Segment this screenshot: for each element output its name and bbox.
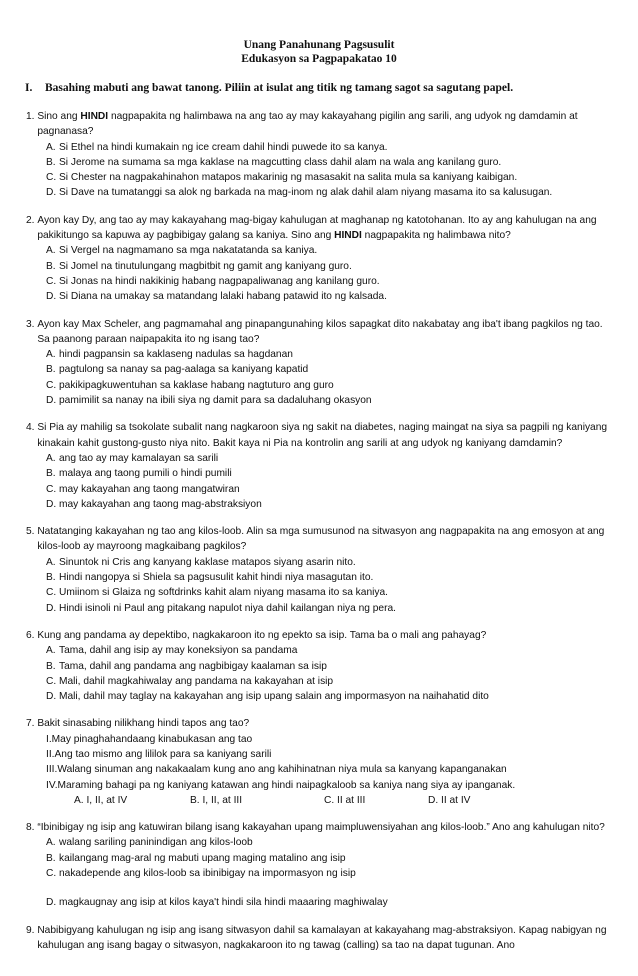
option-letter: A. [46, 556, 56, 568]
instruction-text: Basahing mabuti ang bawat tanong. Piliin at isulat ang titik ng tamang sagot sa sagutang papel. [45, 82, 514, 94]
answer-option [26, 274, 614, 289]
option-letter: D. [46, 897, 57, 909]
option-text: pakikipagkuwentuhan sa kaklase habang nagtuturo ang guro [59, 379, 334, 391]
option-letter: C. [46, 172, 57, 184]
option-text: pamimilit sa nanay na ibili siya ng damit para sa dadaluhang okasyon [59, 395, 372, 407]
answer-option [26, 451, 614, 466]
option-text: Hindi isinoli ni Paul ang pitakang napulot niya dahil kailangan niya ng pera. [59, 602, 396, 614]
option-letter: D. [46, 498, 57, 510]
statement-item [26, 747, 614, 762]
option-text: Si Diana na umakay sa matandang lalaki habang patawid ito ng kalsada. [59, 291, 387, 303]
option-text: Si Jomel na tinutulungang magbitbit ng gamit ang kaniyang guro. [59, 260, 352, 272]
question-stem [26, 420, 614, 451]
option-letter: A. [46, 245, 56, 257]
question-item [26, 213, 614, 305]
option-text: may kakayahan ang taong mag-abstraksiyon [59, 498, 262, 510]
option-text: Si Vergel na nagmamano sa mga nakatatanda sa kaniya. [59, 245, 318, 257]
question-number: 6. [26, 629, 38, 641]
answer-option [26, 689, 614, 704]
answer-option [26, 895, 614, 910]
question-text: Bakit sinasabing nilikhang hindi tapos ang tao? [37, 718, 250, 730]
choice-option: A. I, II, at IV [74, 794, 128, 806]
question-stem [26, 628, 614, 643]
statement-number: III. [46, 764, 58, 776]
answer-option [26, 643, 614, 658]
answer-option [26, 347, 614, 362]
question-item [26, 109, 614, 201]
option-letter: D. [46, 691, 57, 703]
answer-option [26, 601, 614, 616]
option-text: Si Dave na tumatanggi sa alok ng barkada na mag-inom ng alak dahil alam niyang masama ito sa kalusugan. [59, 187, 553, 199]
option-text: kailangang mag-aral ng mabuti upang maging matalino ang isip [59, 852, 346, 864]
option-text: may kakayahan ang taong mangatwiran [59, 483, 240, 495]
option-letter: D. [46, 187, 57, 199]
option-letter: B. [46, 156, 56, 168]
option-letter: B. [46, 660, 56, 672]
option-text: Sinuntok ni Cris ang kanyang kaklase matapos siyang asarin nito. [59, 556, 356, 568]
question-number: 7. [26, 718, 38, 730]
question-stem [26, 109, 614, 140]
question-number: 2. [26, 214, 38, 226]
question-text: Sino ang HINDI nagpapakita ng halimbawa na ang tao ay may kakayahang pigilin ang sarili, ang udyok ng damdamin at pagnanasa? [37, 111, 578, 138]
question-number: 5. [26, 526, 38, 538]
answer-option [26, 170, 614, 185]
question-number: 9. [26, 924, 38, 936]
option-letter: A. [46, 141, 56, 153]
option-letter: D. [46, 291, 57, 303]
answer-option [26, 497, 614, 512]
question-text: Kung ang pandama ay depektibo, nagkakaroon ito ng epekto sa isip. Tama ba o mali ang pahayag? [37, 629, 487, 641]
answer-option [26, 259, 614, 274]
question-text: Ayon kay Max Scheler, ang pagmamahal ang pinapangunahing kilos sapagkat dito nakabatay ang iba't ibang pagkilos ng tao. Sa paanong paraan naipapakita ito ng isang tao? [37, 318, 603, 345]
question-text: “Ibinibigay ng isip ang katuwiran bilang isang kakayahan upang maimpluwensiyahan ang kilos-loob.” Ano ang kahulugan nito? [37, 822, 605, 834]
option-text: Mali, dahil magkahiwalay ang pandama na kakayahan at isip [59, 675, 334, 687]
question-number: 8. [26, 822, 38, 834]
statement-item [26, 778, 614, 793]
option-letter: B. [46, 468, 56, 480]
option-letter: D. [46, 602, 57, 614]
answer-option [26, 378, 614, 393]
answer-option [26, 466, 614, 481]
option-text: pagtulong sa nanay sa pag-aalaga sa kaniyang kapatid [59, 364, 309, 376]
choice-option: B. I, II, at III [190, 794, 243, 806]
question-number: 1. [26, 111, 38, 122]
exam-subject: Edukasyon sa Pagpapakatao 10 [241, 53, 397, 65]
option-text: Umiinom si Glaiza ng softdrinks kahit alam niyang masama ito sa kaniya. [59, 587, 388, 599]
option-text: hindi pagpansin sa kaklaseng nadulas sa hagdanan [59, 349, 293, 361]
option-letter: B. [46, 260, 56, 272]
choice-row [26, 793, 614, 808]
question-stem [26, 317, 614, 348]
question-item [26, 317, 614, 409]
option-text: ang tao ay may kamalayan sa sarili [59, 452, 219, 464]
option-text: nakadepende ang kilos-loob sa ibinibigay na impormasyon ng isip [59, 868, 356, 880]
answer-option [26, 851, 614, 866]
option-letter: A. [46, 837, 56, 849]
answer-option [26, 835, 614, 850]
option-letter: A. [46, 452, 56, 464]
answer-option [26, 243, 614, 258]
option-text: Tama, dahil ang pandama ang nagbibigay kaalaman sa isip [59, 660, 327, 672]
question-emphasis: HINDI [334, 230, 362, 242]
option-letter: C. [46, 675, 57, 687]
question-item [26, 420, 614, 512]
question-stem [26, 820, 614, 835]
question-emphasis: HINDI [80, 111, 109, 122]
answer-option [26, 155, 614, 170]
option-letter: A. [46, 645, 56, 657]
statement-number: I. [46, 733, 52, 745]
question-stem [26, 213, 614, 244]
question-item [26, 923, 614, 954]
question-text: Si Pia ay mahilig sa tsokolate subalit nang nagkaroon siya ng sakit na diabetes, naging maingat na siya sa pagpili ng kaniyang kinakain kahit gustong-gusto niya nito. Bakit kaya ni Pia na kontrolin ang sarili at ang udyok ng kaniyang damdamin? [37, 422, 608, 449]
question-text: Ayon kay Dy, ang tao ay may kakayahang mag-bigay kahulugan at maghanap ng katotohanan. Ito ay ang kahulugan na ang pakikitungo sa kapuwa ay pagbibigay galang sa kaniya. Sino ang HINDI nagpapakita ng halimbawa nito? [37, 214, 597, 242]
statement-number: II. [46, 748, 55, 760]
option-letter: C. [46, 275, 57, 287]
option-letter: C. [46, 587, 57, 599]
option-text: Si Jonas na hindi nakikinig habang nagpapaliwanag ang kanilang guro. [59, 275, 380, 287]
option-letter: C. [46, 483, 57, 495]
question-stem [26, 923, 614, 954]
statement-item [26, 762, 614, 777]
answer-option [26, 140, 614, 155]
question-number: 3. [26, 318, 38, 330]
option-text: walang sariling paninindigan ang kilos-loob [59, 837, 253, 849]
option-text: Si Chester na nagpakahinahon matapos makarinig ng masasakit na salita mula sa kaniyang kaibigan. [59, 172, 518, 184]
statement-text: Walang sinuman ang nakakaalam kung ano ang kahihinatnan niya mula sa kanyang kapanganakan [57, 764, 507, 776]
answer-option [26, 393, 614, 408]
exam-title: Unang Panahunang Pagsusulit [243, 39, 395, 51]
instruction-number: I. [25, 82, 33, 94]
answer-option [26, 674, 614, 689]
question-item [26, 524, 614, 616]
question-stem [26, 524, 614, 555]
answer-option [26, 482, 614, 497]
question-text: Nabibigyang kahulugan ng isip ang isang sitwasyon dahil sa kamalayan at kakayahang mag-abstraksiyon. Kapag nabigyan ng kahulugan ang isang bagay o sitwasyon, nagkakaroon ito ng tawag (calling) sa tao na dapat tugunan. Ano [37, 924, 607, 951]
blank-line [26, 881, 614, 895]
answer-option [26, 362, 614, 377]
answer-option [26, 585, 614, 600]
option-letter: C. [46, 379, 57, 391]
option-text: Mali, dahil may taglay na kakayahan ang isip upang salain ang impormasyon na naihahatid dito [59, 691, 489, 703]
question-list [26, 109, 614, 953]
answer-option [26, 555, 614, 570]
option-letter: B. [46, 572, 56, 584]
statement-number: IV. [46, 779, 58, 791]
option-text: Tama, dahil ang isip ay may koneksiyon sa pandama [59, 645, 298, 657]
choice-option: D. II at IV [428, 794, 471, 806]
answer-option [26, 866, 614, 881]
option-text: Si Jerome na sumama sa mga kaklase na magcutting class dahil alam na wala ang kanilang guro. [59, 156, 502, 168]
answer-option [26, 289, 614, 304]
option-letter: C. [46, 868, 57, 880]
choice-option: C. II at III [324, 794, 366, 806]
question-stem [26, 716, 614, 731]
option-text: Si Ethel na hindi kumakain ng ice cream dahil hindi puwede ito sa kanya. [59, 141, 388, 153]
instruction [25, 81, 638, 95]
option-text: magkaugnay ang isip at kilos kaya't hindi sila hindi maaaring maghiwalay [59, 897, 388, 909]
option-text: malaya ang taong pumili o hindi pumili [59, 468, 232, 480]
option-letter: A. [46, 349, 56, 361]
statement-text: Ang tao mismo ang lililok para sa kaniyang sarili [54, 748, 272, 760]
answer-option [26, 570, 614, 585]
answer-option [26, 185, 614, 200]
option-letter: B. [46, 364, 56, 376]
answer-option [26, 659, 614, 674]
question-text: Natatanging kakayahan ng tao ang kilos-loob. Alin sa mga sumusunod na sitwasyon ang nagpapakita na ang emosyon at ang kilos-loob ay mayroong magkaibang pagkilos? [37, 526, 605, 553]
statement-text: May pinaghahandaang kinabukasan ang tao [51, 733, 253, 745]
option-text: Hindi nangopya si Shiela sa pagsusulit kahit hindi niya masagutan ito. [59, 572, 374, 584]
statement-item [26, 732, 614, 747]
option-letter: B. [46, 852, 56, 864]
question-number: 4. [26, 422, 38, 434]
question-item [26, 716, 614, 808]
question-item [26, 628, 614, 704]
option-letter: D. [46, 395, 57, 407]
statement-text: Maraming bahagi pa ng kaniyang katawan ang hindi naipagkaloob sa kaniya nang siya ay ipanganak. [57, 779, 516, 791]
question-item [26, 820, 614, 910]
